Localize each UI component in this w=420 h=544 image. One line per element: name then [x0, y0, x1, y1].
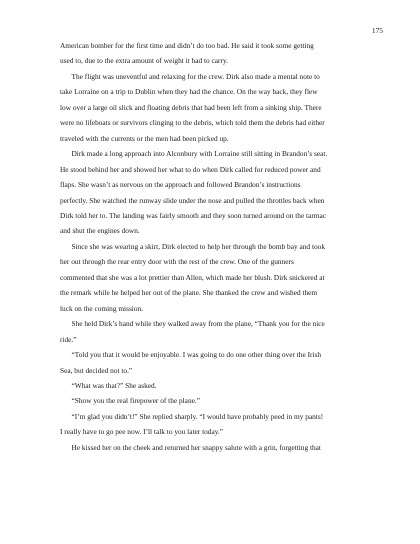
paragraph: [60, 393, 368, 408]
text-line: She held Dirk’s hand while they walked away from the plane, “Thank you for the nice: [71, 319, 325, 329]
text-line: Dirk made a long approach into Alconbury with Lorraine still sitting in Brandon’s seat.: [71, 149, 328, 159]
paragraph: [60, 347, 368, 378]
paragraph: [60, 378, 368, 393]
paragraph: [60, 440, 368, 455]
paragraph: [60, 409, 368, 440]
paragraph: [60, 69, 368, 146]
text-line: traveled with the currents or the men had been picked up.: [60, 133, 229, 143]
text-line: ride.”: [60, 334, 77, 344]
text-line: I really have to go pee now. I’ll talk to you later today.”: [60, 427, 223, 437]
text-line: her out through the rear entry door with the rest of the crew. One of the gunners: [60, 257, 294, 267]
text-line: “I’m glad you didn’t!” She replied sharply. “I would have probably peed in my pants!: [71, 411, 324, 421]
text-line: and shut the engines down.: [60, 226, 140, 236]
paragraph: [60, 38, 368, 69]
text-line: used to, due to the extra amount of weight it had to carry.: [60, 56, 228, 66]
text-line: “What was that?” She asked.: [71, 380, 157, 390]
text-line: were no lifeboats or survivors clinging to the debris, which told them the debris had either: [60, 118, 325, 128]
paragraph: [60, 316, 368, 347]
text-line: American bomber for the first time and didn’t do too bad. He said it took some getting: [60, 41, 314, 50]
text-line: luck on the coming mission.: [60, 303, 144, 313]
text-line: flaps. She wasn’t as nervous on the approach and followed Brandon’s instructions: [60, 180, 301, 190]
paragraph: [60, 239, 368, 316]
text-line: He kissed her on the cheek and returned her snappy salute with a grin, forgetting that: [71, 442, 321, 452]
paragraph: [60, 146, 368, 239]
text-line: Dirk told her to. The landing was fairly smooth and they soon turned around on the tarmac: [60, 210, 327, 220]
page-number: 175: [371, 26, 383, 35]
text-line: The flight was uneventful and relaxing for the crew. Dirk also made a mental note to: [71, 71, 320, 81]
text-line: the remark while he helped her out of the plane. She thanked the crew and wished them: [60, 288, 318, 298]
text-line: He stood behind her and showed her what to do when Dirk called for reduced power and: [60, 164, 321, 174]
text-line: “Told you that it would be enjoyable. I was going to do one other thing over the Irish: [71, 350, 322, 360]
text-line: “Show you the real firepower of the plane.”: [71, 396, 200, 406]
text-line: take Lorraine on a trip to Dublin when they had the chance. On the way back, they flew: [60, 87, 318, 97]
text-line: commented that she was a lot prettier than Allen, which made her blush. Dirk snickered at: [60, 272, 325, 282]
text-line: Since she was wearing a skirt, Dirk elected to help her through the bomb bay and took: [71, 241, 325, 251]
text-line: perfectly. She watched the runway slide under the nose and pulled the throttles back when: [60, 195, 325, 205]
body-text: [60, 38, 368, 455]
text-line: Sea, but decided not to.”: [60, 365, 133, 375]
text-line: low over a large oil slick and floating debris that had been left from a sinking ship. There: [60, 102, 322, 112]
